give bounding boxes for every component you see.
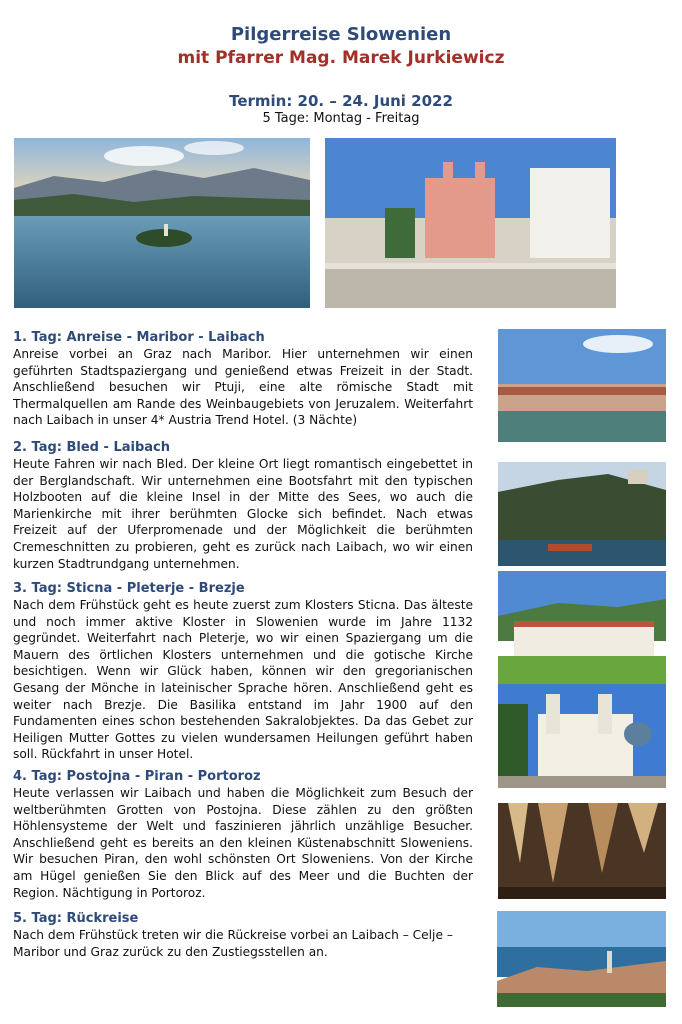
day-5-section	[13, 910, 473, 960]
page-title: Pilgerreise Slowenien	[230, 24, 452, 45]
day-3-section	[13, 580, 473, 763]
day-3-heading: 3. Tag: Sticna - Pleterje - Brezje	[13, 581, 245, 596]
day-1-section	[13, 329, 473, 429]
day-2-heading: 2. Tag: Bled - Laibach	[13, 440, 170, 455]
lake-bled-photo	[14, 138, 310, 308]
day-2-text: Heute Fahren wir nach Bled. Der kleine Ort liegt romantisch eingebettet in der Berglandschaft. Wir unternehmen eine Bootsfahrt mit den typischen Holzbooten auf die kleine Insel in der Mitte des Sees, wo auch die Marienkirche mit ihrer berühmten Glocke sich befindet. Nach etwas Freizeit auf der Uferpromenade und der Möglichkeit die berühmten Cremeschnitten zu probieren, geht es zurück nach Laibach, wo wir einen kurzen Stadtrundgang unternehmen.	[13, 457, 473, 571]
postojna-cave-photo	[498, 803, 666, 899]
trip-dates: Termin: 20. – 24. Juni 2022	[229, 92, 453, 110]
day-4-heading: 4. Tag: Postojna - Piran - Portoroz	[13, 769, 261, 784]
day-5-text: Nach dem Frühstück treten wir die Rückreise vorbei an Laibach – Celje – Maribor und Graz zurück zu den Zustiegsstellen an.	[13, 928, 453, 959]
day-3-text: Nach dem Frühstück geht es heute zuerst zum Klosters Sticna. Das älteste und noch immer aktive Kloster in Slowenien wurde im Jahre 1132 gegründet. Weiterfahrt nach Pleterje, wo wir einen Spaziergang um die Mauern des örtlichen Klosters unternehmen und die gotische Kirche besichtigen. Wenn wir Glück haben, können wir den gregorianischen Gesang der Mönche in lateinischer Sprache hören. Anschließend geht es weiter nach Brezje. Die Basilika entstand im Jahr 1900 auf den Fundamenten eines schon bestehenden Sakralobjektes. Da das Gebet zur Heiligen Mutter Gottes zu vielen wundersamen Heilungen geführt haben soll. Rückfahrt in unser Hotel.	[13, 598, 473, 762]
ljubljana-photo	[325, 138, 616, 308]
bled-castle-boat-photo	[498, 462, 666, 566]
day-4-section	[13, 768, 473, 901]
day-5-heading: 5. Tag: Rückreise	[13, 911, 139, 926]
brezje-basilica-photo	[498, 684, 666, 788]
day-2-section	[13, 439, 473, 572]
piran-coast-photo	[497, 911, 666, 1007]
page-subtitle: mit Pfarrer Mag. Marek Jurkiewicz	[177, 48, 505, 68]
day-1-heading: 1. Tag: Anreise - Maribor - Laibach	[13, 330, 265, 345]
trip-duration: 5 Tage: Montag - Freitag	[262, 111, 420, 126]
sticna-monastery-photo	[498, 571, 666, 684]
day-1-text: Anreise vorbei an Graz nach Maribor. Hier unternehmen wir einen geführten Stadtspaziergang und genießend etwas Freizeit in der Stadt. Anschließend besuchen wir Ptuji, eine alte römische Stadt mit Thermalquellen am Rande des Weinbaugebiets von Jeruzalem. Weiterfahrt nach Laibach in unser 4* Austria Trend Hotel. (3 Nächte)	[13, 347, 473, 428]
day-4-text: Heute verlassen wir Laibach und haben die Möglichkeit zum Besuch der weltberühmten Grotten von Postojna. Diese zählen zu den größten Höhlensysteme der Welt und faszinieren jährlich unzählige Besucher. Anschließend geht es bereits an den kleinen Küstenabschnitt Sloweniens. Wir besuchen Piran, den wohl schönsten Ort Sloweniens. Von der Kirche am Hügel genießen Sie den Blick auf des Meer und die Buchten der Region. Nächtigung in Portoroz.	[13, 786, 473, 900]
laibach-river-photo	[498, 329, 666, 442]
